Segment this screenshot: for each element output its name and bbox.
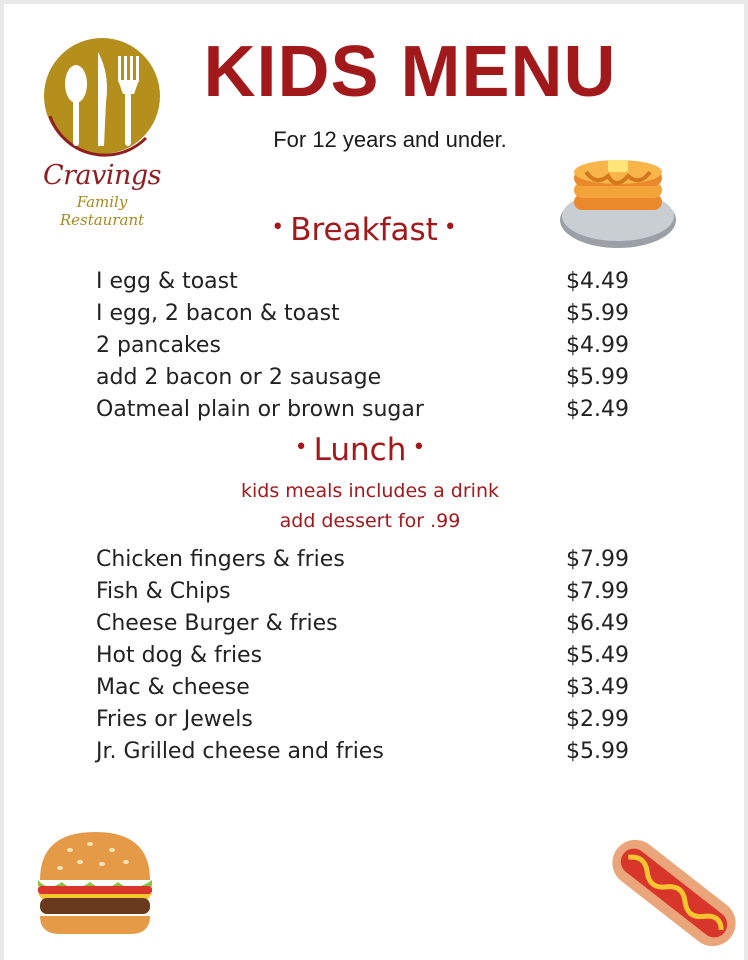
item-price: $2.49 [566,397,629,422]
item-name: Jr. Grilled cheese and fries [96,739,384,764]
cutlery-logo-icon [36,34,168,159]
item-name: Fries or Jewels [96,707,253,732]
logo-tagline: Family Restaurant [59,193,145,229]
menu-item [96,704,636,736]
item-name: Mac & cheese [96,675,250,700]
item-name: Chicken fingers & fries [96,547,345,572]
menu-item [96,576,636,608]
item-price: $4.49 [566,269,629,294]
menu-item [96,266,636,298]
item-name: add 2 bacon or 2 sausage [96,365,382,390]
item-price: $4.99 [566,333,629,358]
hot-dog-icon [604,826,744,960]
item-price: $2.99 [566,707,629,732]
page-title: KIDS MENU [203,32,617,112]
item-name: I egg & toast [96,269,238,294]
menu-item [96,394,636,426]
menu-item [96,608,636,640]
item-price: $6.49 [566,611,629,636]
breakfast-heading-text: Breakfast [290,212,438,248]
item-name: Oatmeal plain or brown sugar [96,397,424,422]
breakfast-heading: • Breakfast • [271,212,457,248]
item-price: $5.99 [566,365,629,390]
item-price: $7.99 [566,579,629,604]
lunch-items [96,544,636,768]
breakfast-items [96,266,636,426]
menu-item [96,672,636,704]
item-price: $7.99 [566,547,629,572]
item-price: $5.49 [566,643,629,668]
lunch-heading-text: Lunch [313,432,407,468]
logo-name: Cravings [42,160,162,191]
menu-item [96,298,636,330]
item-name: I egg, 2 bacon & toast [96,301,340,326]
menu-item [96,544,636,576]
item-price: $5.99 [566,301,629,326]
item-price: $5.99 [566,739,629,764]
item-name: 2 pancakes [96,333,221,358]
menu-item [96,640,636,672]
item-price: $3.49 [566,675,629,700]
burger-icon [34,830,156,936]
page-subtitle: For 12 years and under. [273,127,507,152]
item-name: Cheese Burger & fries [96,611,338,636]
menu-item [96,736,636,768]
menu-item [96,362,636,394]
lunch-heading: • Lunch • [294,432,426,468]
menu-item [96,330,636,362]
menu-sheet [4,4,744,960]
lunch-note-dessert: add dessert for .99 [279,510,461,532]
item-name: Fish & Chips [96,579,231,604]
lunch-note-drink: kids meals includes a drink [241,480,499,502]
restaurant-logo [36,34,168,229]
item-name: Hot dog & fries [96,643,263,668]
pancakes-icon [556,150,682,254]
